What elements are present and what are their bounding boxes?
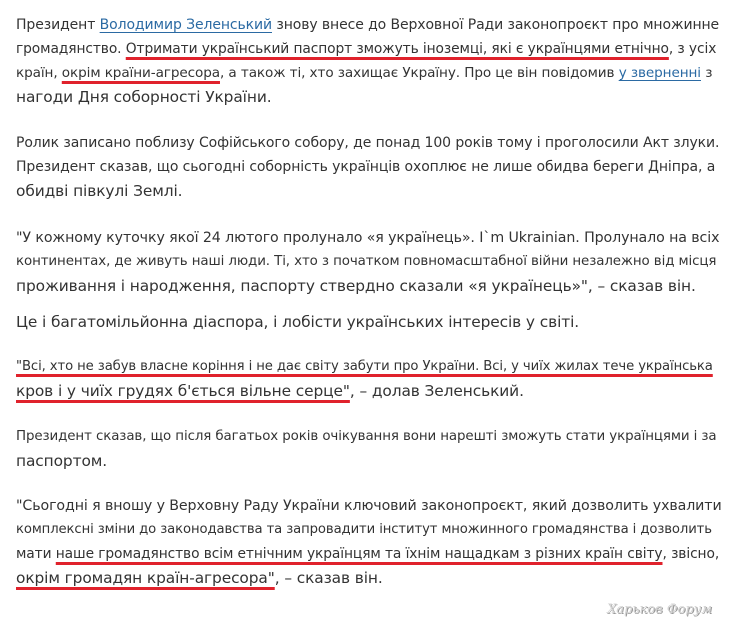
zelensky-link[interactable]: Володимир Зеленський xyxy=(99,17,272,33)
paragraph-quote1-line2: континентах, де живуть наші люди. Ті, хто з початком повномасштабної війни незалежно від місця xyxy=(16,254,717,269)
paragraph-intro xyxy=(16,13,719,37)
paragraph-video: Ролик записано поблизу Софійського собору, де понад 100 років тому і проголосили Акт злуки. xyxy=(16,135,720,151)
paragraph-intro-line2 xyxy=(16,37,716,61)
paragraph-quote2 xyxy=(16,355,713,379)
paragraph-passport: Президент сказав, що після багатьох років очікування вони нарешті зможуть стати українцями і за xyxy=(16,429,717,444)
highlighted-text: окрім громадян країн-агресора" xyxy=(16,569,275,587)
paragraph-quote3-line4 xyxy=(16,566,383,590)
paragraph-quote2-line2 xyxy=(16,379,524,403)
highlighted-text: Отримати український паспорт зможуть іноземці, які є українцями етнічно xyxy=(125,41,669,57)
paragraph-intro-line4: нагоди Дня соборності України. xyxy=(16,88,272,106)
forum-watermark: Харьков Форум xyxy=(607,602,712,617)
paragraph-intro-line3 xyxy=(16,61,712,85)
highlighted-text: "Всі, хто не забув власне коріння і не дає світу забути про України. Всі, у чиїх жилах тече українська xyxy=(16,359,713,374)
paragraph-quote1-line3: проживання і народження, паспорту ствердно сказали «я українець»", – сказав він. xyxy=(16,277,696,295)
text: , – сказав він. xyxy=(274,569,383,587)
paragraph-quote3-line3 xyxy=(16,542,719,566)
address-link[interactable]: у зверненні xyxy=(618,65,701,81)
text: Президент xyxy=(16,17,100,33)
paragraph-diaspora: Це і багатомільйонна діаспора, і лобісти українських інтересів у світі. xyxy=(16,313,580,331)
paragraph-quote3-line2: комплексні зміни до законодавства та запровадити інститут множинного громадянства і дозволить xyxy=(16,522,712,537)
text: громадянство. xyxy=(16,41,126,57)
text: , – долав Зеленський. xyxy=(349,382,524,400)
highlighted-text: наше громадянство всім етнічним українцям та їхнім нащадкам з різних країн світу xyxy=(55,546,663,562)
paragraph-quote1: "У кожному куточку якої 24 лютого пролунало «я українець». I`m Ukrainian. Пролунало на всіх xyxy=(16,230,720,246)
text: з xyxy=(701,65,713,81)
text: , а також ті, хто захищає Україну. Про це він повідомив xyxy=(219,65,619,81)
paragraph-video-line2: Президент сказав, що сьогодні соборність українців охоплює не лише обидва береги Дніпра, а xyxy=(16,159,716,175)
text: країн, xyxy=(16,65,62,81)
paragraph-video-line3: обидві півкулі Землі. xyxy=(16,182,183,200)
paragraph-passport-line2: паспортом. xyxy=(16,452,108,470)
highlighted-text: кров і у чиїх грудях б'ється вільне серце" xyxy=(16,382,350,400)
text: знову внесе до Верховної Ради законопроєкт про множинне xyxy=(272,17,720,33)
text: , звісно, xyxy=(662,546,720,562)
highlighted-text: окрім країни-агресора xyxy=(61,65,220,81)
text: мати xyxy=(16,546,56,562)
paragraph-quote3: "Сьогодні я вношу у Верховну Раду України ключовий законопроєкт, який дозволить ухвалити xyxy=(16,498,722,514)
text: , з усіх xyxy=(668,41,717,57)
